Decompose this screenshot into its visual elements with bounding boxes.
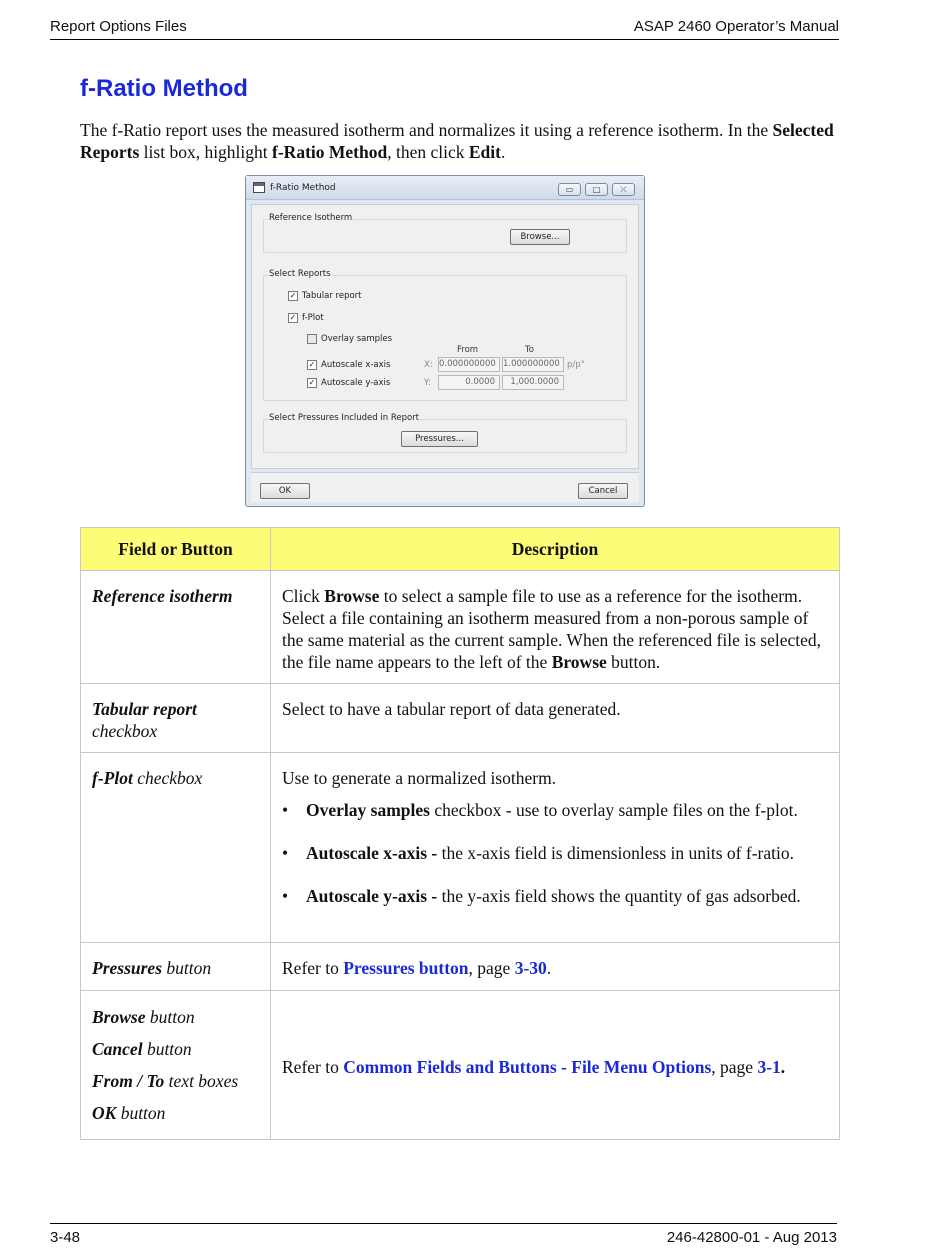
intro-bold-edit: Edit bbox=[468, 142, 501, 162]
x-unit-label: p/p° bbox=[567, 360, 585, 370]
minimize-icon[interactable]: ▭ bbox=[558, 183, 581, 196]
page-3-30-link[interactable]: 3-30 bbox=[514, 958, 547, 978]
description-text: . bbox=[780, 1057, 786, 1077]
list-item bbox=[282, 842, 831, 864]
pressures-button-link[interactable]: Pressures button bbox=[343, 958, 469, 978]
field-cell bbox=[81, 943, 271, 991]
to-column-label: To bbox=[525, 345, 534, 355]
common-fields-link[interactable]: Common Fields and Buttons - File Menu Options bbox=[343, 1057, 712, 1077]
field-cell bbox=[81, 684, 271, 753]
pressures-button[interactable]: Pressures... bbox=[401, 431, 478, 447]
app-icon bbox=[253, 182, 265, 193]
field-cell bbox=[81, 753, 271, 943]
page-number: 3-48 bbox=[50, 1229, 81, 1246]
field-from-to bbox=[92, 1065, 259, 1097]
fratio-dialog bbox=[245, 175, 645, 507]
field-type: checkbox bbox=[132, 768, 203, 788]
running-footer bbox=[50, 1223, 837, 1245]
browse-button[interactable]: Browse... bbox=[510, 229, 570, 245]
y-axis-label: Y: bbox=[424, 378, 431, 388]
description-cell bbox=[271, 991, 840, 1140]
description-bold-browse: Browse bbox=[551, 652, 607, 672]
fplot-label: f-Plot bbox=[302, 313, 324, 323]
y-to-field[interactable]: 1,000.0000 bbox=[502, 375, 564, 390]
bullet-bold: Overlay samples bbox=[306, 800, 430, 820]
field-description-table bbox=[80, 527, 840, 1140]
maximize-icon[interactable]: □ bbox=[585, 183, 608, 196]
field-cell bbox=[81, 991, 271, 1140]
field-type: button bbox=[162, 958, 212, 978]
description-text: Refer to bbox=[282, 1057, 344, 1077]
field-name: OK bbox=[92, 1103, 117, 1123]
table-row bbox=[81, 684, 840, 753]
field-type: button bbox=[116, 1103, 166, 1123]
running-header bbox=[50, 18, 839, 40]
field-type: checkbox bbox=[92, 721, 158, 741]
description-text: Refer to bbox=[282, 958, 344, 978]
table-row bbox=[81, 943, 840, 991]
field-browse bbox=[92, 1001, 259, 1033]
field-name: From / To bbox=[92, 1071, 165, 1091]
fplot-checkbox[interactable]: ✓ bbox=[289, 313, 297, 322]
bullet-bold: Autoscale y-axis - bbox=[306, 886, 438, 906]
field-type: button bbox=[145, 1007, 195, 1027]
intro-paragraph bbox=[80, 119, 840, 163]
description-text: Use to generate a normalized isotherm. bbox=[282, 768, 557, 788]
bullet-text: checkbox - use to overlay sample files on the f-plot. bbox=[429, 800, 798, 820]
table-header-row bbox=[81, 528, 840, 571]
field-pressures: Pressures bbox=[92, 958, 163, 978]
x-to-field[interactable]: 1.000000000 bbox=[502, 357, 564, 372]
autoscale-x-checkbox[interactable]: ✓ bbox=[308, 360, 316, 369]
reference-isotherm-group bbox=[263, 219, 627, 253]
header-field-or-button: Field or Button bbox=[81, 528, 271, 571]
description-cell bbox=[271, 943, 840, 991]
field-name: Browse bbox=[92, 1007, 146, 1027]
x-axis-label: X: bbox=[424, 360, 433, 370]
section-title: f-Ratio Method bbox=[80, 75, 248, 102]
table-row bbox=[81, 571, 840, 684]
dialog-titlebar[interactable] bbox=[246, 176, 644, 200]
intro-bold-selected-reports: Selected Reports bbox=[80, 120, 834, 162]
description-text: . bbox=[546, 958, 552, 978]
description-text: , page bbox=[711, 1057, 758, 1077]
intro-text: The f-Ratio report uses the measured isotherm and normalizes it using a reference isotherm. In the bbox=[80, 120, 773, 140]
autoscale-x-label: Autoscale x-axis bbox=[321, 360, 391, 370]
list-item bbox=[282, 799, 831, 821]
document-id: 246-42800-01 - Aug 2013 bbox=[666, 1229, 837, 1246]
list-item bbox=[282, 885, 831, 907]
field-tabular-report: Tabular report bbox=[92, 699, 197, 719]
description-bold-browse: Browse bbox=[324, 586, 380, 606]
tabular-report-checkbox[interactable]: ✓ bbox=[289, 291, 297, 300]
bullet-text: the y-axis field shows the quantity of gas adsorbed. bbox=[437, 886, 801, 906]
reference-isotherm-group-label: Reference Isotherm bbox=[269, 213, 353, 223]
field-ok bbox=[92, 1097, 259, 1129]
header-section-name: Report Options Files bbox=[50, 18, 187, 35]
intro-bold-fratio-method: f-Ratio Method bbox=[272, 142, 388, 162]
description-cell bbox=[271, 571, 840, 684]
close-icon[interactable]: ⤫ bbox=[612, 183, 635, 196]
table-row bbox=[81, 753, 840, 943]
x-from-field[interactable]: 0.000000000 bbox=[438, 357, 500, 372]
cancel-button[interactable]: Cancel bbox=[578, 483, 628, 499]
header-manual-title: ASAP 2460 Operator’s Manual bbox=[633, 18, 839, 35]
description-text: Click bbox=[282, 586, 325, 606]
overlay-samples-checkbox[interactable] bbox=[307, 334, 317, 344]
intro-text: list box, highlight bbox=[139, 142, 273, 162]
y-from-field[interactable]: 0.0000 bbox=[438, 375, 500, 390]
field-fplot: f-Plot bbox=[92, 768, 133, 788]
select-reports-group-label: Select Reports bbox=[269, 269, 331, 279]
field-cancel bbox=[92, 1033, 259, 1065]
dialog-footer bbox=[251, 472, 639, 502]
table-row bbox=[81, 991, 840, 1140]
autoscale-y-label: Autoscale y-axis bbox=[321, 378, 391, 388]
description-text: , page bbox=[468, 958, 515, 978]
field-name: Cancel bbox=[92, 1039, 143, 1059]
field-type: text boxes bbox=[164, 1071, 239, 1091]
overlay-samples-label: Overlay samples bbox=[321, 334, 393, 344]
select-pressures-group-label: Select Pressures Included in Report bbox=[269, 413, 420, 423]
intro-text: . bbox=[500, 142, 506, 162]
page-3-1-link[interactable]: 3-1 bbox=[757, 1057, 781, 1077]
autoscale-y-checkbox[interactable]: ✓ bbox=[308, 378, 316, 387]
description-text: button. bbox=[606, 652, 661, 672]
field-reference-isotherm: Reference isotherm bbox=[92, 586, 233, 606]
description-cell: Select to have a tabular report of data generated. bbox=[271, 684, 840, 753]
dialog-title: f-Ratio Method bbox=[270, 183, 336, 193]
intro-text: , then click bbox=[387, 142, 469, 162]
description-cell bbox=[271, 753, 840, 943]
ok-button[interactable]: OK bbox=[260, 483, 310, 499]
description-text: to select a sample file to use as a reference for the isotherm. Select a file containing an isotherm measured from a non-porous sample of the same material as the current sample. When the referenced file is selected, the file name appears to the left of the bbox=[282, 586, 822, 672]
field-cell bbox=[81, 571, 271, 684]
bullet-text: the x-axis field is dimensionless in units of f-ratio. bbox=[437, 843, 794, 863]
bullet-bold: Autoscale x-axis - bbox=[306, 843, 438, 863]
field-type: button bbox=[142, 1039, 192, 1059]
dialog-body bbox=[251, 204, 639, 469]
header-description: Description bbox=[271, 528, 840, 571]
from-column-label: From bbox=[457, 345, 479, 355]
tabular-report-label: Tabular report bbox=[302, 291, 362, 301]
